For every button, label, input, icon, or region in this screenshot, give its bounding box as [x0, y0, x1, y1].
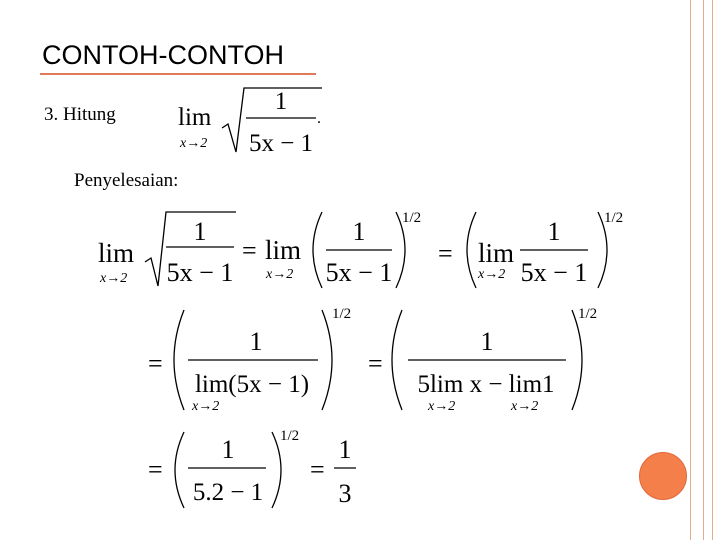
step1-eq-2: =: [438, 239, 453, 268]
question-num: 1: [274, 88, 288, 115]
step1-num-3: 1: [547, 217, 561, 246]
step3-paren-left: [175, 432, 184, 508]
result-num: 1: [338, 435, 352, 464]
step2-exp-2: 1/2: [578, 306, 598, 322]
question-den: 5x − 1: [248, 130, 314, 157]
step2-paren-left: [174, 310, 184, 410]
question-sub: x→2: [180, 136, 208, 151]
result-den: 3: [338, 479, 352, 508]
step1-sub: x→2: [100, 271, 128, 286]
step1-sub-3: x→2: [478, 267, 506, 282]
step2-paren-right-2: [572, 310, 582, 410]
step1-lim: lim: [98, 238, 135, 268]
step1-lim-2: lim: [265, 235, 302, 265]
slide-title: CONTOH-CONTOH: [42, 40, 284, 70]
step1-num: 1: [193, 217, 207, 246]
step2-eq-2: =: [368, 349, 383, 378]
step2-num-1: 1: [249, 327, 263, 356]
solution-label: Penyelesaian:: [74, 170, 179, 191]
step2-sub-2: x→2: [428, 399, 456, 414]
question-lim: lim: [178, 104, 212, 131]
step2-den-1: lim(5x − 1): [194, 371, 310, 398]
step1-lim-3: lim: [478, 238, 515, 268]
step2-sub-1: x→2: [192, 399, 220, 414]
step1-num-2: 1: [352, 217, 366, 246]
step3-exp: 1/2: [280, 428, 300, 444]
step2-paren-left-2: [392, 310, 402, 410]
step2-num-2: 1: [480, 327, 494, 356]
step1-sub-2: x→2: [266, 267, 294, 282]
step1-den-2: 5x − 1: [325, 258, 393, 287]
step1-exp-2: 1/2: [604, 210, 624, 226]
step2-sub-3: x→2: [511, 399, 539, 414]
step2-exp-1: 1/2: [332, 306, 352, 322]
question-dot: .: [317, 110, 321, 127]
step1-eq-1: =: [242, 236, 257, 265]
step1-paren-left-2: [467, 212, 476, 288]
step1-den: 5x − 1: [166, 258, 234, 287]
step1-exp-1: 1/2: [402, 210, 422, 226]
step3-eq-2: =: [310, 455, 325, 484]
step2-den-2: 5lim x − lim1: [417, 371, 555, 398]
step3-num: 1: [221, 435, 235, 464]
step1-paren-left: [313, 212, 322, 288]
step3-eq-1: =: [148, 455, 163, 484]
step2-paren-right: [322, 310, 332, 410]
question-label: 3. Hitung: [44, 104, 116, 125]
step3-den: 5.2 − 1: [192, 479, 264, 506]
step2-eq-1: =: [148, 349, 163, 378]
step1-den-3: 5x − 1: [520, 258, 588, 287]
